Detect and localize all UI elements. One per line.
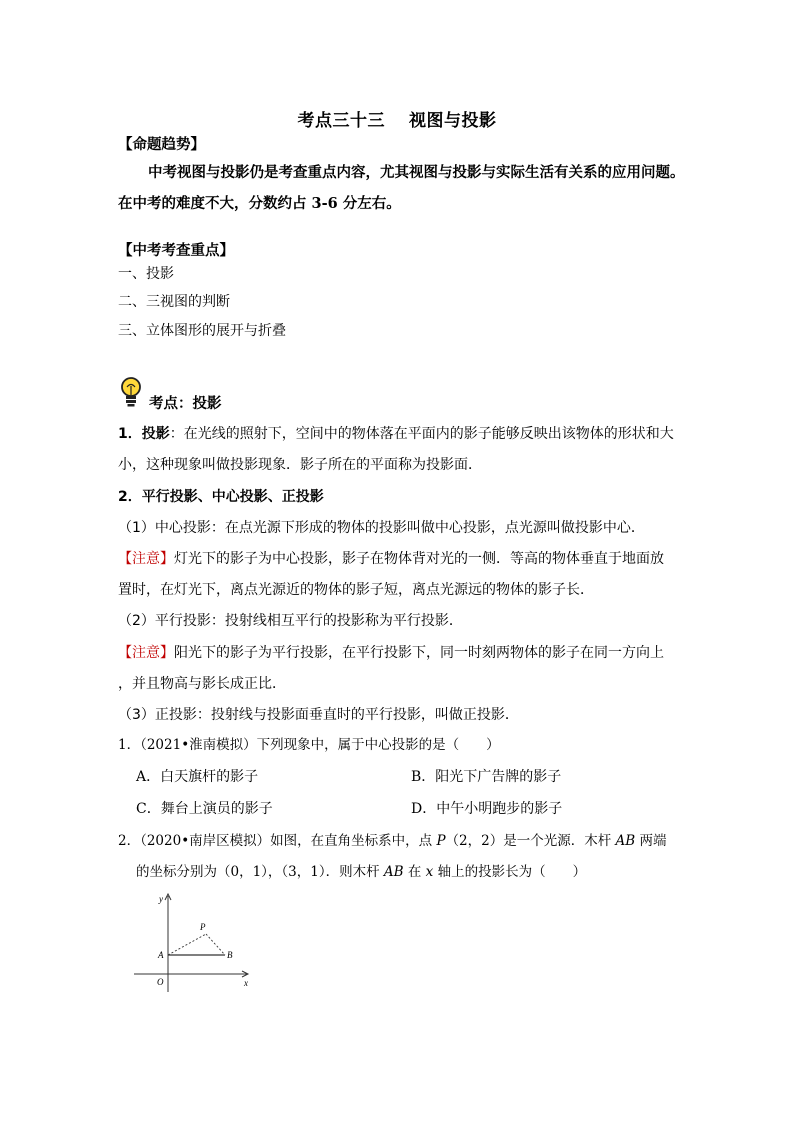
label-a: A <box>158 950 164 960</box>
question-1-option-a: A．白天旗杆的影子 <box>136 769 259 785</box>
note-2-line-2: ，并且物高与影长成正比． <box>118 676 286 692</box>
question-1-stem: 1．（2021•淮南模拟）下列现象中，属于中心投影的是（ ） <box>118 737 500 753</box>
trend-line-1: 中考视图与投影仍是考查重点内容，尤其视图与投影与实际生活有关系的应用问题。 <box>148 164 685 181</box>
stem-text: 的坐标分别为（0，1），（3，1）．则木杆 <box>136 864 384 880</box>
question-2-stem-line-1 <box>118 831 667 851</box>
stem-text: 两端 <box>635 833 667 849</box>
stem-text: （2，2）是一个光源．木杆 <box>445 833 616 849</box>
segment-ab-label: AB <box>383 864 404 880</box>
key-point-item: 二、三视图的判断 <box>118 294 230 310</box>
trend-heading: 【命题趋势】 <box>118 136 205 153</box>
key-point-item: 三、立体图形的展开与折叠 <box>118 323 286 339</box>
note-label: 【注意】 <box>118 551 174 567</box>
question-1-option-c: C．舞台上演员的影子 <box>136 801 273 817</box>
label-x: x <box>244 978 248 988</box>
point-p-label: P <box>436 833 446 849</box>
page-title <box>0 106 794 131</box>
note-text: 阳光下的影子为平行投影，在平行投影下，同一时刻两物体的影子在同一方向上 <box>174 645 664 661</box>
note-text: 灯光下的影子为中心投影，影子在物体背对光的一侧．等高的物体垂直于地面放 <box>174 551 664 567</box>
trend-line-2: 在中考的难度不大，分数约占 3-6 分左右。 <box>118 195 401 212</box>
stem-text: 2．（2020•南岸区模拟）如图，在直角坐标系中，点 <box>118 833 437 849</box>
x-axis-label: x <box>425 864 434 880</box>
note-2-line-1 <box>118 643 664 663</box>
question-1-option-b: B．阳光下广告牌的影子 <box>411 769 562 785</box>
parallel-projection-def: （2）平行投影：投射线相互平行的投影称为平行投影． <box>118 613 463 629</box>
paragraph-text: ：在光线的照射下，空间中的物体落在平面内的影子能够反映出该物体的形状和大 <box>169 426 674 442</box>
paragraph-1-line-1 <box>118 424 674 444</box>
coordinate-figure <box>132 890 256 994</box>
stem-text: 轴上的投影长为（ ） <box>433 864 587 880</box>
segment-ab-label: AB <box>615 833 636 849</box>
title-part2: 视图与投影 <box>409 111 497 131</box>
question-2-stem-line-2 <box>136 862 586 882</box>
key-point-item: 一、投影 <box>118 266 174 282</box>
note-1-line-1 <box>118 549 664 569</box>
subheading-projection-types: 2．平行投影、中心投影、正投影 <box>118 489 324 505</box>
label-p: P <box>200 922 206 932</box>
ray-pb <box>206 934 225 955</box>
lightbulb-icon <box>117 376 145 408</box>
note-1-line-2: 置时，在灯光下，离点光源近的物体的影子短，离点光源远的物体的影子长． <box>118 582 594 598</box>
label-y: y <box>159 894 163 904</box>
center-projection-def: （1）中心投影：在点光源下形成的物体的投影叫做中心投影，点光源叫做投影中心． <box>118 520 645 536</box>
title-part1: 考点三十三 <box>297 111 385 131</box>
ray-pa <box>168 934 206 955</box>
orthographic-projection-def: （3）正投影：投射线与投影面垂直时的平行投影，叫做正投影． <box>118 707 519 723</box>
question-1-option-d: D．中午小明跑步的影子 <box>411 801 563 817</box>
label-o: O <box>157 977 164 987</box>
note-label: 【注意】 <box>118 645 174 661</box>
section-heading: 考点：投影 <box>149 395 222 412</box>
stem-text: 在 <box>403 864 426 880</box>
paragraph-1-line-2: 小，这种现象叫做投影现象．影子所在的平面称为投影面． <box>118 457 482 473</box>
term-projection: 1．投影 <box>118 426 170 442</box>
key-points-heading: 【中考考查重点】 <box>118 242 234 259</box>
label-b: B <box>227 950 233 960</box>
